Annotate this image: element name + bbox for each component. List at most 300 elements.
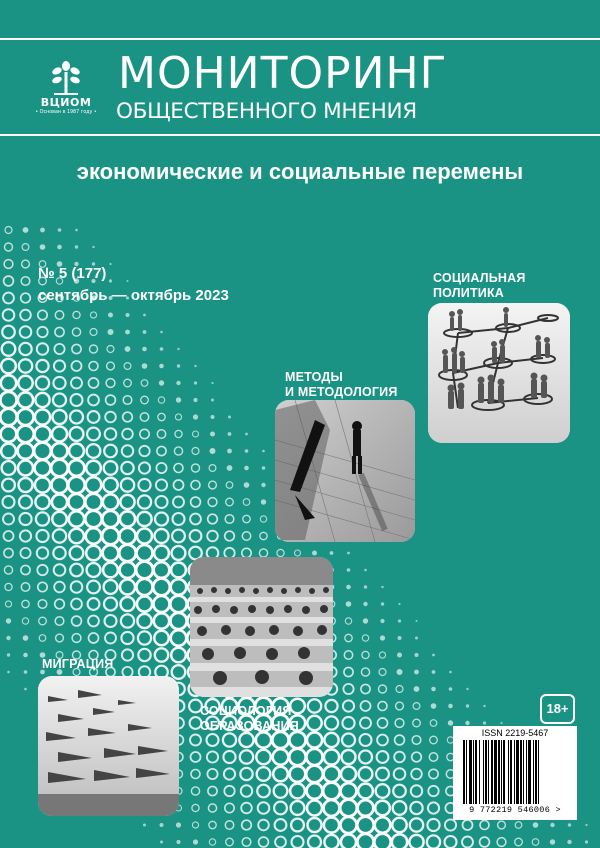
pattern-dot	[90, 345, 98, 353]
pattern-dot	[140, 413, 148, 421]
pattern-dot	[0, 409, 17, 426]
pattern-dot	[72, 328, 80, 336]
pattern-dot	[172, 530, 185, 543]
barcode-bar	[510, 740, 512, 804]
pattern-dot	[1, 426, 17, 442]
pattern-dot	[211, 382, 213, 384]
pattern-dot	[5, 243, 13, 251]
pattern-dot	[57, 245, 62, 250]
pattern-dot	[207, 751, 218, 762]
pattern-dot	[431, 703, 437, 709]
pattern-dot	[308, 836, 321, 848]
pattern-dot	[55, 599, 65, 609]
pattern-dot	[256, 732, 271, 747]
pattern-dot	[192, 448, 199, 455]
pattern-dot	[414, 686, 420, 692]
pattern-dot	[109, 263, 111, 265]
pattern-dot	[88, 411, 100, 423]
pattern-dot	[397, 653, 402, 658]
pattern-dot	[7, 671, 10, 674]
pattern-dot	[343, 700, 354, 711]
pattern-dot	[228, 416, 231, 419]
pattern-dot	[306, 766, 323, 783]
section-label-line: ОБРАЗОВАНИЯ	[200, 719, 299, 733]
pattern-dot	[3, 293, 14, 304]
pattern-dot	[306, 749, 322, 765]
pattern-dot	[427, 835, 440, 848]
pattern-dot	[72, 616, 82, 626]
pattern-dot	[207, 769, 217, 779]
pattern-dot	[480, 837, 490, 847]
pattern-dot	[415, 637, 418, 640]
pattern-dot	[105, 428, 117, 440]
issue-date: сентябрь — октябрь 2023	[38, 287, 229, 304]
pattern-dot	[500, 722, 502, 724]
pattern-dot	[22, 618, 28, 624]
pattern-dot	[395, 719, 404, 728]
pattern-dot	[193, 414, 198, 419]
pattern-dot	[360, 718, 371, 729]
pattern-dot	[432, 654, 435, 657]
pattern-dot	[289, 749, 306, 766]
pattern-dot	[259, 549, 267, 557]
pattern-dot	[244, 466, 249, 471]
section-label-methods	[285, 370, 398, 400]
pattern-dot	[307, 801, 322, 816]
pattern-dot	[35, 426, 51, 442]
pattern-dot	[363, 618, 368, 623]
pattern-dot	[102, 511, 118, 527]
barcode-bar	[533, 740, 534, 804]
pattern-dot	[532, 839, 539, 846]
pattern-dot	[224, 786, 234, 796]
pattern-dot	[345, 634, 352, 641]
pattern-dot	[392, 834, 407, 848]
pattern-dot	[498, 821, 506, 829]
pattern-dot	[159, 380, 164, 385]
pattern-dot	[340, 817, 356, 833]
pattern-dot	[363, 602, 367, 606]
pattern-dot	[429, 769, 438, 778]
pattern-dot	[171, 648, 186, 663]
pattern-dot	[397, 669, 403, 675]
pattern-dot	[102, 528, 119, 545]
pattern-dot	[156, 479, 167, 490]
pattern-dot	[176, 822, 181, 827]
pattern-dot	[123, 396, 132, 405]
pattern-dot	[143, 314, 146, 317]
pattern-dot	[20, 326, 32, 338]
pattern-dot	[40, 228, 45, 233]
pattern-dot	[226, 838, 234, 846]
section-label-line: ПОЛИТИКА	[433, 286, 505, 300]
pattern-dot	[412, 752, 422, 762]
pattern-dot	[262, 450, 265, 453]
pattern-dot	[121, 462, 133, 474]
barcode-bar	[485, 740, 487, 804]
pattern-dot	[376, 784, 390, 798]
pattern-dot	[23, 635, 29, 641]
pattern-dot	[411, 769, 422, 780]
pattern-dot	[136, 579, 152, 595]
pattern-dot	[398, 619, 401, 622]
pattern-dot	[89, 378, 99, 388]
pattern-dot	[241, 803, 252, 814]
pattern-dot	[324, 749, 339, 764]
pattern-dot	[225, 515, 234, 524]
pattern-dot	[53, 410, 67, 424]
pattern-dot	[69, 444, 84, 459]
pattern-dot	[103, 563, 118, 578]
students-exam-image	[190, 557, 333, 697]
barcode-bar	[501, 740, 502, 804]
pattern-dot	[53, 394, 66, 407]
pattern-dot	[394, 768, 406, 780]
photo-methods	[275, 400, 415, 542]
pattern-dot	[428, 802, 439, 813]
pattern-dot	[87, 563, 101, 577]
pattern-dot	[190, 530, 202, 542]
pattern-dot	[483, 721, 486, 724]
pattern-dot	[211, 415, 215, 419]
pattern-dot	[226, 482, 233, 489]
pattern-dot	[86, 546, 101, 561]
pattern-dot	[90, 312, 96, 318]
pattern-dot	[176, 840, 180, 844]
pattern-dot	[242, 532, 250, 540]
barcode-bar	[508, 740, 509, 804]
pattern-dot	[7, 653, 10, 656]
pattern-dot	[344, 651, 352, 659]
pattern-dot	[585, 824, 587, 826]
pattern-dot	[257, 767, 271, 781]
pattern-dot	[376, 768, 389, 781]
pattern-dot	[463, 820, 473, 830]
pattern-dot	[105, 633, 116, 644]
pattern-dot	[225, 531, 235, 541]
pattern-dot	[245, 449, 249, 453]
pattern-dot	[138, 479, 150, 491]
pattern-dot	[137, 596, 152, 611]
pattern-dot	[274, 802, 287, 815]
pattern-dot	[330, 551, 334, 555]
pattern-dot	[173, 497, 184, 508]
barcode-number: 9 772219 546006 >	[469, 805, 561, 815]
pattern-dot	[24, 670, 28, 674]
pattern-dot	[380, 619, 384, 623]
pattern-dot	[568, 823, 571, 826]
pattern-dot	[241, 785, 252, 796]
photo-social-network	[428, 303, 570, 443]
pattern-dot	[257, 785, 270, 798]
pattern-dot	[18, 392, 33, 407]
pattern-dot	[36, 376, 49, 389]
pattern-dot	[19, 496, 32, 509]
pattern-dot	[410, 818, 423, 831]
pattern-dot	[103, 478, 117, 492]
pattern-dot	[127, 280, 129, 282]
pattern-dot	[85, 494, 102, 511]
pattern-dot	[308, 818, 322, 832]
pattern-dot	[3, 496, 15, 508]
pattern-dot	[245, 433, 248, 436]
photo-migration	[38, 676, 179, 816]
pattern-dot	[307, 716, 321, 730]
pattern-dot	[20, 530, 31, 541]
pattern-dot	[157, 430, 165, 438]
pattern-dot	[18, 461, 33, 476]
pattern-dot	[381, 586, 383, 588]
pattern-dot	[141, 396, 149, 404]
pattern-dot	[171, 630, 187, 646]
pattern-dot	[126, 313, 130, 317]
magazine-title: МОНИТОРИНГ	[118, 48, 448, 99]
pattern-dot	[55, 617, 64, 626]
pattern-dot	[155, 648, 168, 661]
pattern-dot	[364, 569, 367, 572]
pattern-dot	[86, 461, 101, 476]
pattern-dot	[274, 784, 288, 798]
pattern-dot	[75, 245, 78, 248]
pattern-dot	[138, 631, 151, 644]
pattern-dot	[104, 445, 117, 458]
pattern-dot	[19, 478, 33, 492]
pattern-dot	[158, 413, 165, 420]
pattern-dot	[223, 751, 235, 763]
pattern-dot	[136, 562, 153, 579]
pattern-dot	[160, 331, 163, 334]
pattern-dot	[121, 597, 135, 611]
pattern-dot	[207, 531, 218, 542]
pattern-dot	[342, 750, 356, 764]
pattern-dot	[359, 767, 373, 781]
pattern-dot	[462, 837, 473, 848]
pattern-dot	[158, 397, 164, 403]
pattern-dot	[143, 824, 146, 827]
pattern-dot	[174, 464, 183, 473]
pattern-dot	[153, 596, 169, 612]
pattern-dot	[108, 329, 114, 335]
pattern-dot	[360, 734, 372, 746]
pattern-dot	[210, 448, 216, 454]
pattern-dot	[374, 834, 391, 848]
pattern-dot	[156, 463, 166, 473]
pattern-dot	[5, 601, 11, 607]
pattern-dot	[1, 359, 16, 374]
barcode-bar	[514, 740, 515, 804]
pattern-dot	[160, 823, 164, 827]
pattern-dot	[92, 246, 94, 248]
pattern-dot	[174, 480, 184, 490]
pattern-dot	[2, 342, 16, 356]
pattern-dot	[207, 734, 219, 746]
pattern-dot	[210, 432, 215, 437]
pattern-dot	[137, 529, 152, 544]
barcode-bar	[463, 740, 465, 804]
pattern-dot	[290, 766, 306, 782]
pattern-dot	[190, 735, 201, 746]
pattern-dot	[104, 461, 118, 475]
pattern-dot	[324, 817, 339, 832]
man-on-documents-image	[275, 400, 415, 542]
pattern-dot	[69, 460, 85, 476]
pattern-dot	[190, 514, 201, 525]
pattern-dot	[177, 364, 180, 367]
pattern-dot	[75, 229, 78, 232]
pattern-dot	[211, 399, 214, 402]
pattern-dot	[104, 598, 117, 611]
pattern-dot	[289, 732, 305, 748]
pattern-dot	[191, 752, 201, 762]
pattern-dot	[392, 818, 406, 832]
barcode-bar	[538, 740, 539, 804]
barcode-bar	[488, 740, 489, 804]
vciom-logo	[30, 60, 102, 130]
pattern-dot	[54, 360, 65, 371]
pattern-dot	[124, 363, 131, 370]
pattern-dot	[90, 329, 97, 336]
pattern-dot	[225, 821, 233, 829]
pattern-dot	[208, 804, 216, 812]
pattern-dot	[345, 618, 351, 624]
pattern-dot	[71, 599, 82, 610]
pattern-dot	[21, 565, 30, 574]
pattern-dot	[275, 819, 287, 831]
pattern-dot	[240, 768, 252, 780]
pattern-dot	[120, 580, 135, 595]
section-label-line: МИГРАЦИЯ	[42, 657, 114, 671]
pattern-dot	[242, 820, 252, 830]
pattern-dot	[72, 634, 81, 643]
header-band	[0, 0, 600, 150]
pattern-dot	[347, 568, 351, 572]
pattern-dot	[170, 596, 187, 613]
pattern-dot	[18, 443, 34, 459]
pattern-dot	[20, 310, 31, 321]
pattern-dot	[3, 309, 15, 321]
pattern-dot	[291, 819, 304, 832]
barcode-bar	[503, 740, 505, 804]
pattern-dot	[54, 564, 66, 576]
pattern-dot	[324, 766, 340, 782]
pattern-dot	[154, 546, 169, 561]
pattern-dot	[533, 822, 539, 828]
pattern-dot	[208, 786, 217, 795]
pattern-dot	[121, 632, 133, 644]
barcode-bar	[469, 740, 472, 804]
pattern-dot	[73, 311, 80, 318]
pattern-dot	[430, 736, 438, 744]
pattern-dot	[261, 499, 266, 504]
pattern-dot	[55, 311, 63, 319]
pattern-dot	[448, 720, 453, 725]
section-label-social-policy	[433, 271, 526, 301]
issn-number: ISSN 2219-5467	[481, 728, 549, 738]
pattern-dot	[480, 821, 489, 830]
pattern-dot	[429, 753, 437, 761]
section-label-education	[200, 704, 299, 734]
pattern-dot	[193, 431, 199, 437]
pattern-dot	[51, 460, 68, 477]
pattern-dot	[175, 414, 181, 420]
barcode-bar	[523, 740, 524, 804]
pattern-dot	[139, 462, 150, 473]
pattern-dot	[70, 546, 84, 560]
pattern-dot	[375, 817, 391, 833]
barcode-bar	[528, 740, 531, 804]
pattern-dot	[191, 787, 199, 795]
pattern-dot	[88, 598, 100, 610]
pattern-dot	[275, 837, 286, 848]
pattern-dot	[71, 581, 83, 593]
pattern-dot	[87, 428, 100, 441]
pattern-dot	[35, 409, 50, 424]
pattern-dot	[176, 397, 181, 402]
pattern-dot	[4, 548, 13, 557]
pattern-dot	[341, 783, 357, 799]
pattern-dot	[342, 717, 354, 729]
pattern-dot	[34, 443, 51, 460]
pattern-dot	[398, 603, 400, 605]
pattern-dot	[38, 600, 47, 609]
top-rule	[0, 38, 600, 40]
pattern-dot	[343, 684, 353, 694]
pattern-dot	[2, 326, 15, 339]
pattern-dot	[256, 750, 270, 764]
pattern-dot	[5, 583, 12, 590]
barcode-bar	[498, 740, 500, 804]
pattern-dot	[432, 670, 436, 674]
age-rating-badge: 18+	[540, 694, 575, 724]
logo-tagline: • Основан в 1987 году •	[35, 110, 97, 115]
pattern-dot	[106, 379, 115, 388]
pattern-dot	[6, 636, 10, 640]
pattern-dot	[38, 310, 47, 319]
pattern-dot	[105, 412, 116, 423]
pattern-dot	[155, 513, 168, 526]
pattern-dot	[273, 749, 289, 765]
pattern-dot	[361, 684, 370, 693]
pattern-dot	[445, 819, 456, 830]
pattern-dot	[125, 346, 131, 352]
pattern-dot	[71, 394, 83, 406]
pattern-dot	[260, 532, 267, 539]
pattern-dot	[52, 512, 66, 526]
network-people-image	[428, 303, 570, 443]
pattern-dot	[154, 562, 170, 578]
pattern-dot	[21, 583, 29, 591]
pattern-dot	[120, 495, 134, 509]
pattern-dot	[72, 344, 81, 353]
pattern-dot	[156, 496, 168, 508]
pattern-dot	[37, 327, 47, 337]
photo-education	[190, 557, 333, 697]
pattern-dot	[324, 733, 338, 747]
pattern-dot	[39, 635, 46, 642]
magazine-subtitle: экономические и социальные перемены	[76, 159, 524, 184]
pattern-dot	[396, 702, 404, 710]
pattern-dot	[413, 719, 421, 727]
pattern-dot	[192, 464, 200, 472]
pattern-dot	[4, 531, 14, 541]
pattern-dot	[412, 736, 421, 745]
pattern-dot	[21, 293, 31, 303]
pattern-dot	[194, 381, 197, 384]
pattern-dot	[85, 511, 102, 528]
pattern-dot	[121, 614, 134, 627]
pattern-dot	[137, 545, 153, 561]
pattern-dot	[36, 530, 48, 542]
